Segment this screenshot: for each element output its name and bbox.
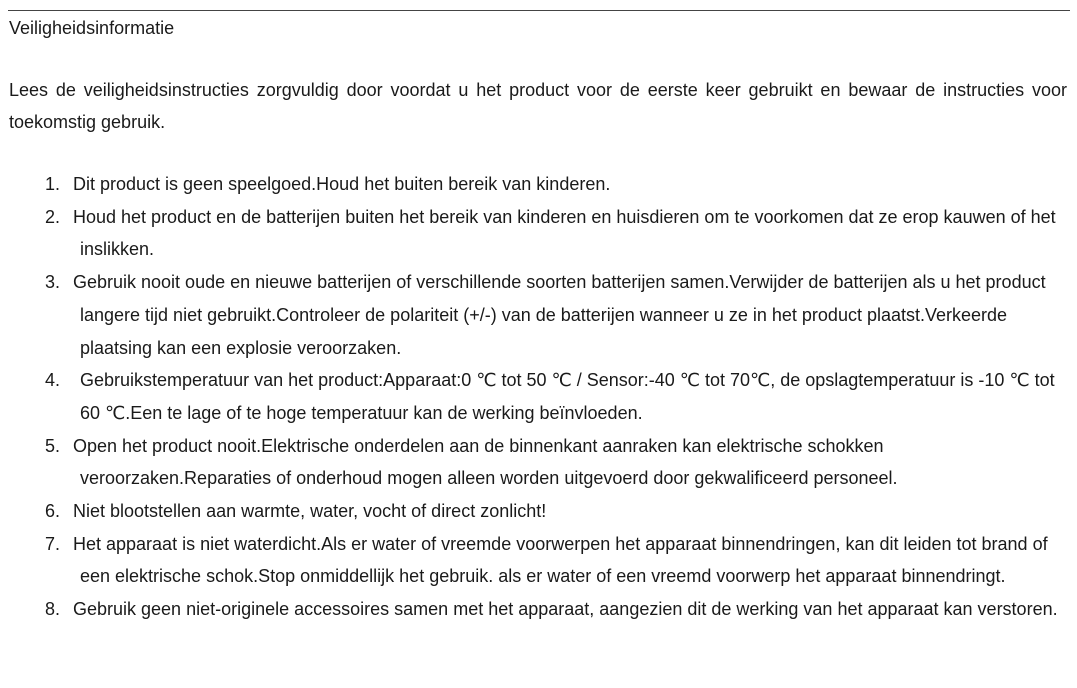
- list-item: [0, 593, 1070, 626]
- list-item-text: Niet blootstellen aan warmte, water, vocht of direct zonlicht!: [73, 501, 547, 522]
- list-item-text: Gebruikstemperatuur van het product:Apparaat:0 ℃ tot 50 ℃ / Sensor:-40 ℃ tot 70℃, de opslagtemperatuur is -10 ℃ tot 60 ℃.Een te lage of te hoge temperatuur kan de werking beïnvloeden.: [80, 370, 1055, 423]
- list-item: [0, 266, 1070, 364]
- list-item: [0, 430, 1070, 495]
- list-item-number: 2.: [45, 206, 61, 227]
- list-item-number: 7.: [45, 533, 61, 554]
- list-item-text: Gebruik nooit oude en nieuwe batterijen of verschillende soorten batterijen samen.Verwijder de batterijen als u het product langere tijd niet gebruikt.Controleer de polariteit (+/-) van de batterijen wanneer u ze in het product plaatst.Verkeerde plaatsing kan een explosie veroorzaken.: [73, 272, 1046, 358]
- list-item: [0, 364, 1070, 429]
- list-item-number: 1.: [45, 174, 61, 194]
- list-item-text: Dit product is geen speelgoed.Houd het buiten bereik van kinderen.: [73, 174, 611, 194]
- list-item-number: 8.: [45, 599, 61, 620]
- list-item-number: 4.: [45, 370, 61, 391]
- list-item-number: 3.: [45, 272, 61, 293]
- list-item: [0, 528, 1070, 593]
- intro-paragraph: Lees de veiligheidsinstructies zorgvuldig door voordat u het product voor de eerste keer gebruikt en bewaar de instructies voor toekomstig gebruik.: [9, 80, 1067, 132]
- list-item-number: 5.: [45, 435, 61, 456]
- list-item-text: Gebruik geen niet-originele accessoires samen met het apparaat, aangezien dit de werking van het apparaat kan verstoren.: [73, 599, 1058, 620]
- list-item-number: 6.: [45, 501, 61, 522]
- section-heading: Veiligheidsinformatie: [9, 18, 175, 38]
- safety-instructions-list: [0, 168, 1077, 626]
- list-item: [0, 201, 1070, 266]
- list-item: [0, 495, 1070, 528]
- list-item-text: Het apparaat is niet waterdicht.Als er water of vreemde voorwerpen het apparaat binnendringen, kan dit leiden tot brand of een elektrische schok.Stop onmiddellijk het gebruik. als er water of een vreemd voorwerp het apparaat binnendringt.: [73, 533, 1048, 587]
- list-item-text: Houd het product en de batterijen buiten het bereik van kinderen en huisdieren om te voorkomen dat ze erop kauwen of het inslikken.: [73, 206, 1056, 260]
- top-divider: [8, 10, 1070, 11]
- list-item: [0, 168, 1070, 201]
- list-item-text: Open het product nooit.Elektrische onderdelen aan de binnenkant aanraken kan elektrische schokken veroorzaken.Reparaties of onderhoud mogen alleen worden uitgevoerd door gekwalificeerd personeel.: [73, 435, 898, 489]
